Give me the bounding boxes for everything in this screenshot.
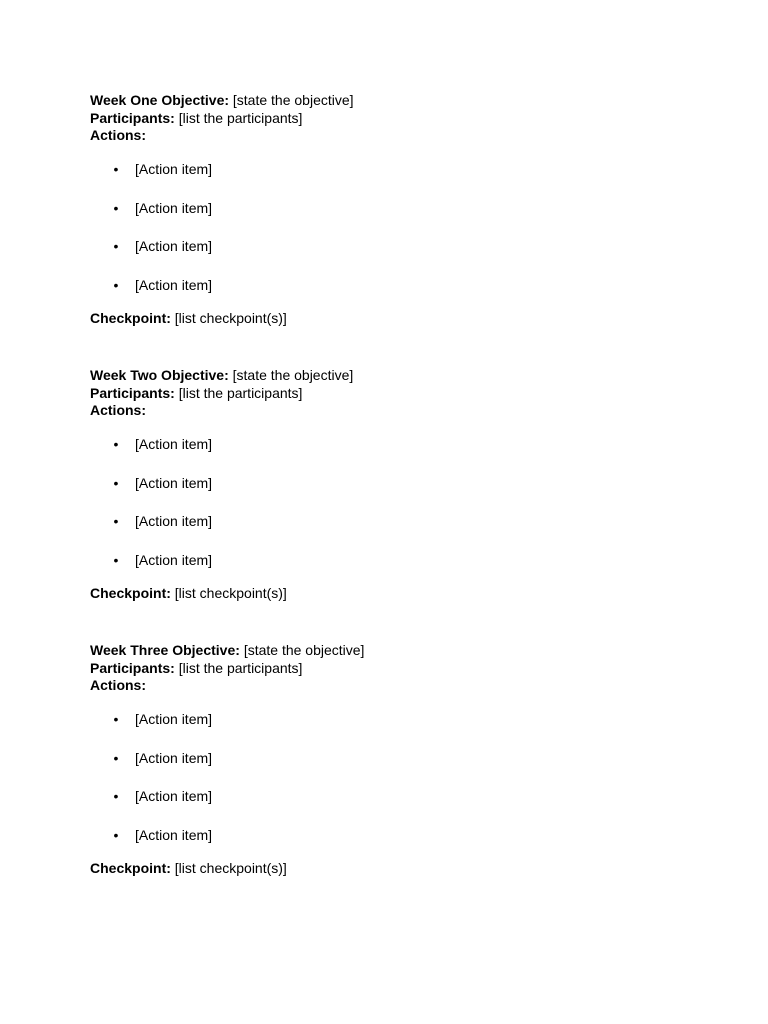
week-one-section	[90, 92, 690, 327]
objective-value: [state the objective]	[232, 367, 354, 383]
participants-label: Participants:	[90, 109, 175, 126]
list-item	[90, 750, 690, 767]
objective-value: [state the objective]	[243, 642, 365, 658]
actions-label: Actions:	[90, 127, 146, 143]
participants-value: [list the participants]	[178, 659, 303, 676]
bullet-icon: •	[113, 787, 119, 804]
objective-value: [state the objective]	[232, 92, 354, 108]
bullet-icon: •	[113, 435, 119, 452]
action-item-text: [Action item]	[135, 826, 213, 843]
objective-label: Week Two Objective:	[90, 367, 229, 383]
objective-line	[90, 367, 690, 385]
participants-value: [list the participants]	[178, 384, 303, 401]
list-item	[90, 161, 690, 178]
action-item-text: [Action item]	[135, 787, 213, 804]
checkpoint-line	[90, 310, 690, 328]
list-item	[90, 788, 690, 805]
action-list	[90, 711, 690, 844]
action-item-text: [Action item]	[135, 435, 213, 452]
action-list	[90, 436, 690, 569]
bullet-icon: •	[113, 551, 119, 568]
bullet-icon: •	[113, 512, 119, 529]
bullet-icon: •	[113, 826, 119, 843]
action-item-text: [Action item]	[135, 160, 213, 177]
action-item-text: [Action item]	[135, 237, 213, 254]
action-item-text: [Action item]	[135, 551, 213, 568]
action-item-text: [Action item]	[135, 512, 213, 529]
objective-line	[90, 92, 690, 110]
list-item	[90, 552, 690, 569]
participants-line	[90, 660, 690, 678]
list-item	[90, 200, 690, 217]
checkpoint-label: Checkpoint:	[90, 584, 171, 601]
list-item	[90, 238, 690, 255]
bullet-icon: •	[113, 160, 119, 177]
bullet-icon: •	[113, 710, 119, 727]
checkpoint-line	[90, 860, 690, 878]
actions-label: Actions:	[90, 402, 146, 418]
participants-line	[90, 385, 690, 403]
objective-label: Week One Objective:	[90, 92, 230, 108]
action-item-text: [Action item]	[135, 276, 213, 293]
bullet-icon: •	[113, 199, 119, 216]
list-item	[90, 475, 690, 492]
week-three-section	[90, 642, 690, 877]
list-item	[90, 711, 690, 728]
bullet-icon: •	[113, 474, 119, 491]
list-item	[90, 513, 690, 530]
checkpoint-label: Checkpoint:	[90, 859, 171, 876]
action-item-text: [Action item]	[135, 710, 213, 727]
action-item-text: [Action item]	[135, 199, 213, 216]
action-item-text: [Action item]	[135, 749, 213, 766]
action-list	[90, 161, 690, 294]
participants-label: Participants:	[90, 659, 175, 676]
bullet-icon: •	[113, 749, 119, 766]
list-item	[90, 436, 690, 453]
action-item-text: [Action item]	[135, 474, 213, 491]
checkpoint-value: [list checkpoint(s)]	[174, 584, 287, 601]
bullet-icon: •	[113, 276, 119, 293]
checkpoint-value: [list checkpoint(s)]	[174, 859, 287, 876]
checkpoint-label: Checkpoint:	[90, 309, 171, 326]
objective-label: Week Three Objective:	[90, 642, 240, 658]
checkpoint-line	[90, 585, 690, 603]
participants-value: [list the participants]	[178, 109, 303, 126]
objective-line	[90, 642, 690, 660]
week-two-section	[90, 367, 690, 602]
list-item	[90, 827, 690, 844]
list-item	[90, 277, 690, 294]
actions-label: Actions:	[90, 677, 146, 693]
participants-line	[90, 110, 690, 128]
bullet-icon: •	[113, 237, 119, 254]
participants-label: Participants:	[90, 384, 175, 401]
checkpoint-value: [list checkpoint(s)]	[174, 309, 287, 326]
